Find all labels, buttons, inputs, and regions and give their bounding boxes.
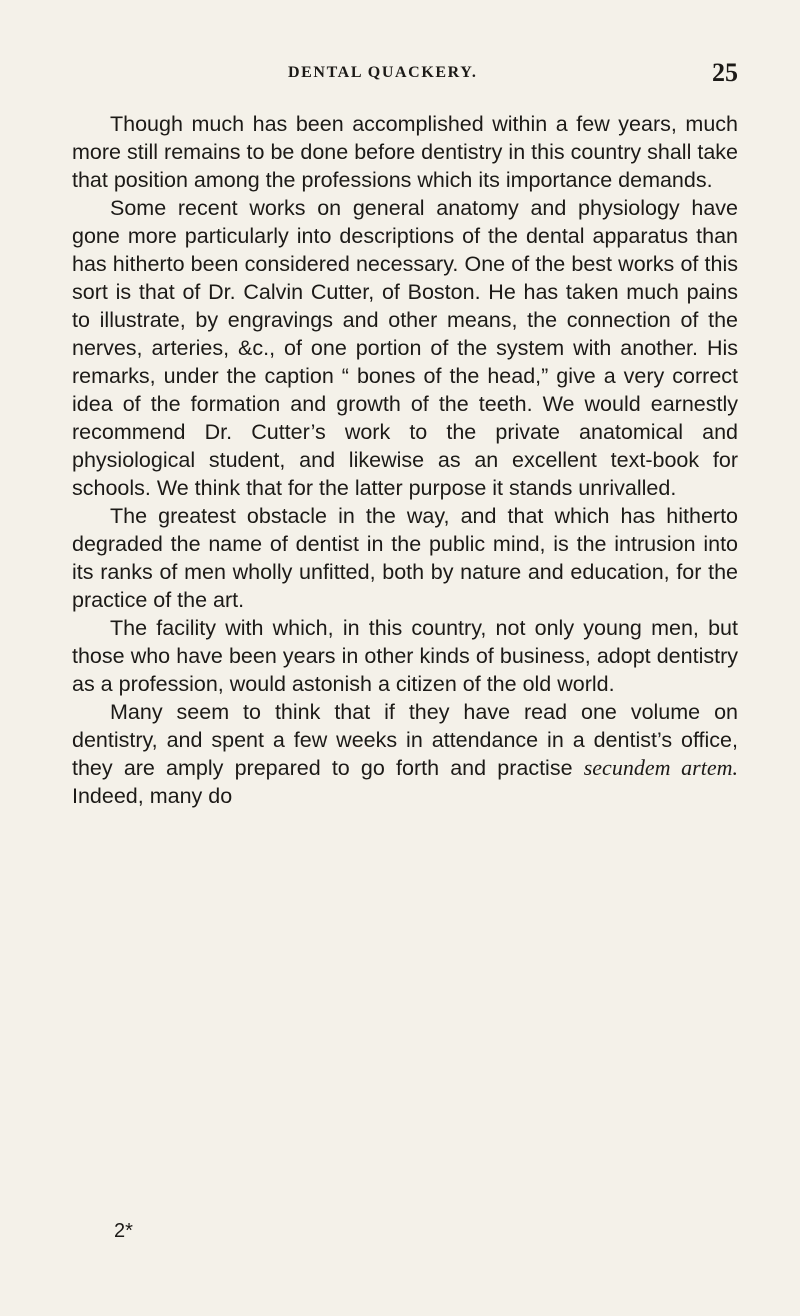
paragraph-1: Though much has been accomplished within a few years, much more still remains to be done before dentistry in this country shall take that position among the professions which its importance demands.	[72, 112, 738, 192]
paragraph-5	[72, 698, 738, 810]
running-head	[288, 58, 738, 98]
paragraph-4: The facility with which, in this country, not only young men, but those who have been years in other kinds of business, adopt dentistry as a profession, would astonish a citizen of the old world.	[72, 616, 738, 696]
paragraph-5-text-start: Many seem to think that if they have read one volume on dentistry, and spent a few weeks in attendance in a dentist’s office, they are amply prepared to go forth and practise	[72, 700, 738, 780]
body-text	[72, 110, 738, 810]
paragraph-3: The greatest obstacle in the way, and that which has hitherto degraded the name of dentist in the public mind, is the intrusion into its ranks of men wholly unfitted, both by nature and education, for the practice of the art.	[72, 504, 738, 612]
paragraph-5-text-end: Indeed, many do	[72, 784, 233, 808]
running-title: DENTAL QUACKERY.	[288, 64, 478, 81]
paragraph-2: Some recent works on general anatomy and physiology have gone more particularly into descriptions of the dental apparatus than has hitherto been considered necessary. One of the best works of this sort is that of Dr. Calvin Cutter, of Boston. He has taken much pains to illustrate, by engravings and other means, the connection of the nerves, arteries, &c., of one portion of the system with another. His remarks, under the caption “ bones of the head,” give a very correct idea of the formation and growth of the teeth. We would earnestly recommend Dr. Cutter’s work to the private anatomical and physiological student, and likewise as an excellent text-book for schools. We think that for the latter purpose it stands unrivalled.	[72, 196, 738, 500]
latin-phrase: secundem artem.	[583, 755, 739, 780]
signature-mark: 2*	[114, 1220, 133, 1242]
page-number: 25	[712, 58, 738, 87]
